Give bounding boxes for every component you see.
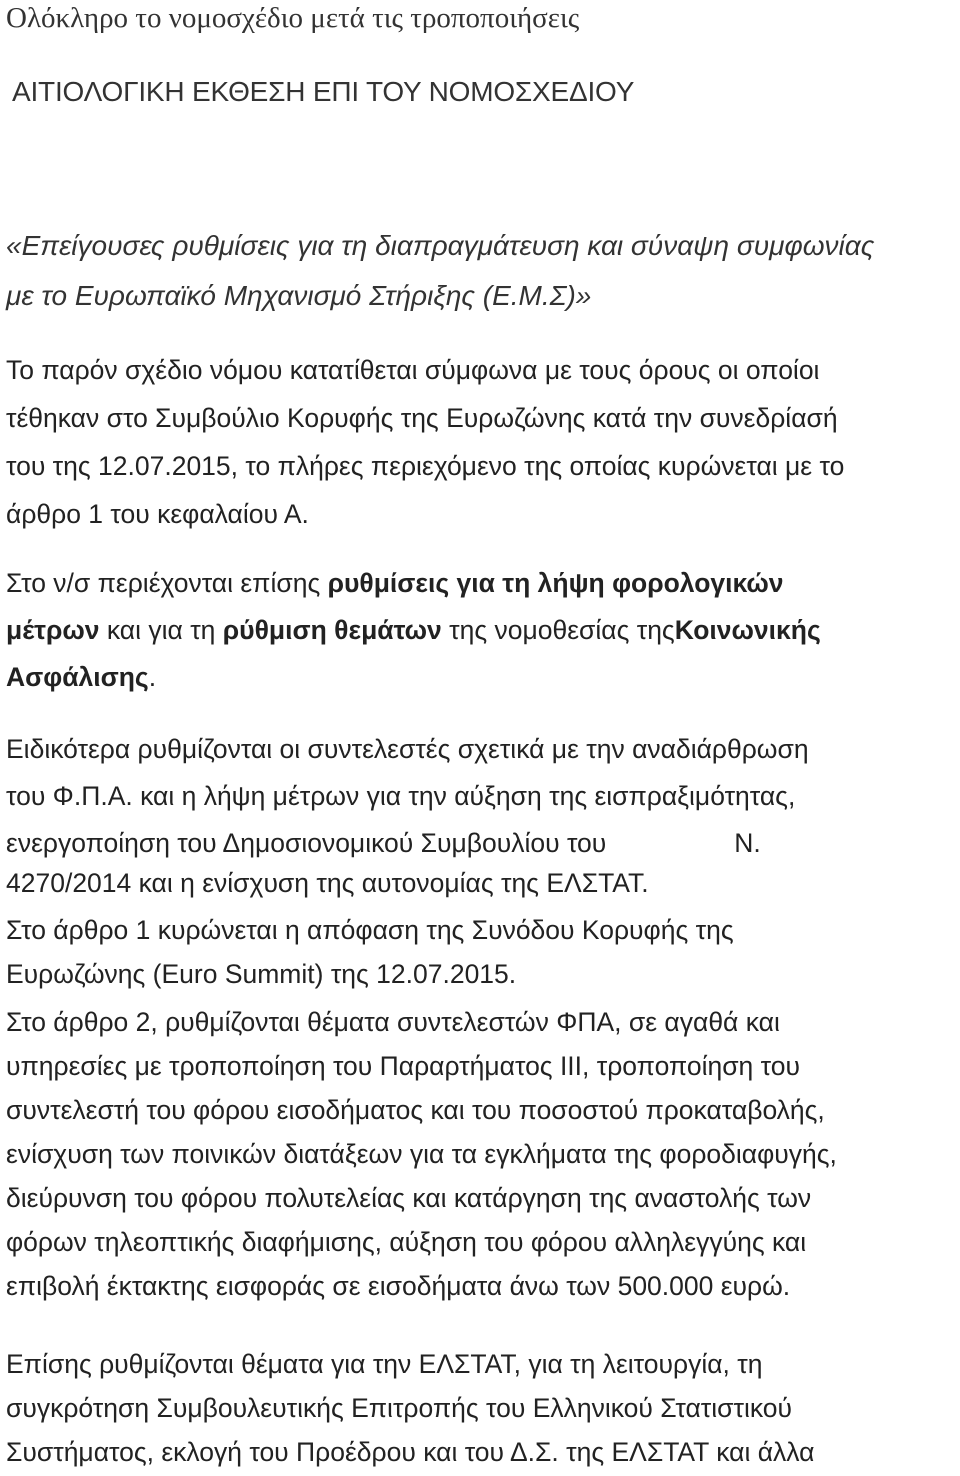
paragraph-line: Το παρόν σχέδιο νόμου κατατίθεται σύμφωνα με τους όρους οι οποίοι: [6, 355, 820, 385]
paragraph-line: Επίσης ρυθμίζονται θέματα για την ΕΛΣΤΑΤ, για τη λειτουργία, τη: [6, 1349, 763, 1379]
emphasis-text: Ασφάλισης: [6, 662, 149, 692]
paragraph-line: 4270/2014 και η ενίσχυση της αυτονομίας της ΕΛΣΤΑΤ.: [6, 868, 649, 898]
paragraph-line: συντελεστή του φόρου εισοδήματος και του ποσοστού προκαταβολής,: [6, 1095, 825, 1125]
paragraph-line: Ευρωζώνης (Euro Summit) της 12.07.2015.: [6, 959, 517, 989]
paragraph-line: Ειδικότερα ρυθμίζονται οι συντελεστές σχετικά με την αναδιάρθρωση: [6, 734, 809, 764]
paragraph-line: φόρων τηλεοπτικής διαφήμισης, αύξηση του φόρου αλληλεγγύης και: [6, 1227, 807, 1257]
paragraph-line: [6, 828, 761, 859]
emphasis-text: ρυθμίσεις για τη λήψη φορολογικών: [327, 568, 784, 598]
text-run: της νομοθεσίας της: [441, 615, 675, 645]
paragraph-line: [6, 662, 156, 693]
emphasis-text: ρύθμιση θεμάτων: [222, 615, 442, 645]
paragraph-line: Στο άρθρο 1 κυρώνεται η απόφαση της Συνόδου Κορυφής της: [6, 915, 734, 945]
paragraph-line: [6, 615, 821, 646]
paragraph-line: ενίσχυση των ποινικών διατάξεων για τα εγκλήματα της φοροδιαφυγής,: [6, 1139, 837, 1169]
paragraph-line: του της 12.07.2015, το πλήρες περιεχόμενο της οποίας κυρώνεται με το: [6, 451, 845, 481]
paragraph-line: Στο άρθρο 2, ρυθμίζονται θέματα συντελεστών ΦΠΑ, σε αγαθά και: [6, 1007, 780, 1037]
paragraph-line: του Φ.Π.Α. και η λήψη μέτρων για την αύξηση της εισπραξιμότητας,: [6, 781, 796, 811]
text-run: ενεργοποίηση του Δημοσιονομικού Συμβουλίου του: [6, 828, 607, 858]
text-run: και για τη: [99, 615, 223, 645]
paragraph-line: επιβολή έκτακτης εισφοράς σε εισοδήματα άνω των 500.000 ευρώ.: [6, 1271, 791, 1301]
paragraph-line: άρθρο 1 του κεφαλαίου Α.: [6, 499, 309, 529]
paragraph-line: τέθηκαν στο Συμβούλιο Κορυφής της Ευρωζώνης κατά την συνεδρίασή: [6, 403, 838, 433]
paragraph-line: Συστήματος, εκλογή του Προέδρου και του Δ.Σ. της ΕΛΣΤΑΤ και άλλα: [6, 1437, 815, 1467]
bill-title-line: με το Ευρωπαϊκό Μηχανισμό Στήριξης (Ε.Μ.Σ)»: [6, 280, 592, 311]
paragraph-line: υπηρεσίες με τροποποίηση του Παραρτήματος ΙΙΙ, τροποποίηση του: [6, 1051, 800, 1081]
paragraph-line: διεύρυνση του φόρου πολυτελείας και κατάργηση της αναστολής των: [6, 1183, 812, 1213]
emphasis-text: Κοινωνικής: [674, 615, 821, 645]
text-run: .: [148, 662, 157, 692]
report-heading: ΑΙΤΙΟΛΟΓΙΚΗ ΕΚΘΕΣΗ ΕΠΙ ΤΟΥ ΝΟΜΟΣΧΕΔΙΟΥ: [12, 76, 635, 107]
emphasis-text: μέτρων: [6, 615, 100, 645]
paragraph-line: [6, 568, 784, 599]
bill-title-line: «Επείγουσες ρυθμίσεις για τη διαπραγμάτευση και σύναψη συμφωνίας: [6, 230, 875, 261]
page-header: Ολόκληρο το νομοσχέδιο μετά τις τροποποιήσεις: [6, 2, 580, 34]
text-run: Ν.: [734, 828, 761, 858]
text-run: Στο ν/σ περιέχονται επίσης: [6, 568, 328, 598]
paragraph-line: συγκρότηση Συμβουλευτικής Επιτροπής του Ελληνικού Στατιστικού: [6, 1393, 793, 1423]
